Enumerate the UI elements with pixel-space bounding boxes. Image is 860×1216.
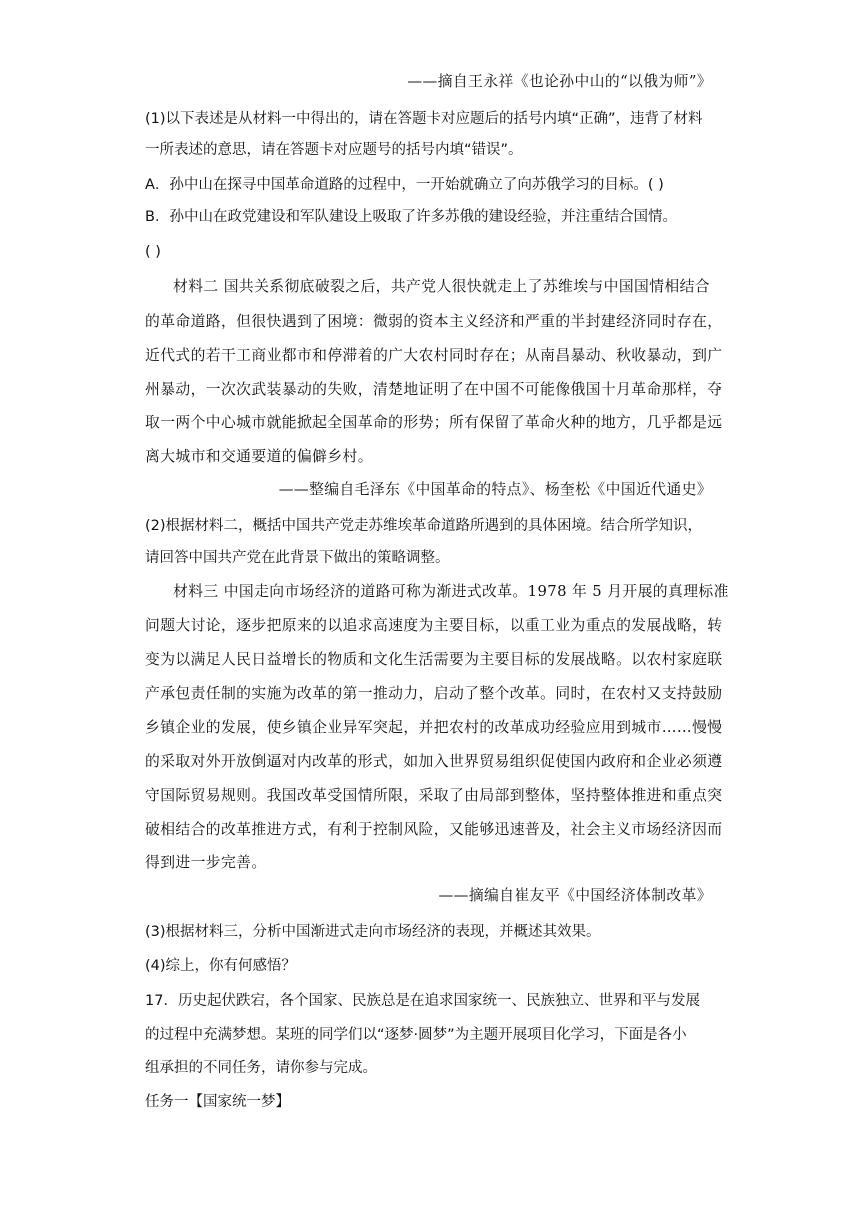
question-1-line-1: (1)以下表述是从材料一中得出的，请在答题卡对应题后的括号内填“正确”，违背了材料 [145, 111, 703, 127]
question-17-line-1: 17．历史起伏跌宕，各个国家、民族总是在追求国家统一、民族独立、世界和平与发展 [145, 993, 700, 1009]
material-2-line-1: 材料二 国共关系彻底破裂之后，共产党人很快就走上了苏维埃与中国国情相结合 [173, 278, 710, 295]
material-2-line-4: 州暴动，一次次武装暴动的失败，清楚地证明了在中国不可能像俄国十月革命那样，夺 [145, 381, 723, 398]
material-3-line-1: 材料三 中国走向市场经济的道路可称为渐进式改革。1978 年 5 月开展的真理标准 [173, 583, 729, 600]
material-2-line-6: 离大城市和交通要道的偏僻乡村。 [145, 448, 373, 465]
question-17-line-2: 的过程中充满梦想。某班的同学们以“逐梦·圆梦”为主题开展项目化学习，下面是各小 [145, 1027, 687, 1043]
material-3-line-2: 问题大讨论，逐步把原来的以追求高速度为主要目标，以重工业为重点的发展战略，转 [145, 617, 723, 634]
material-3-line-3: 变为以满足人民日益增长的物质和文化生活需要为主要目标的发展战略。以农村家庭联 [145, 651, 723, 668]
question-3: (3)根据材料三，分析中国渐进式走向市场经济的表现，并概述其效果。 [145, 924, 601, 940]
source-citation-3: ——摘编自崔友平《中国经济体制改革》 [438, 887, 712, 904]
question-1-option-b: B．孙中山在政党建设和军队建设上吸取了许多苏俄的建设经验，并注重结合国情。 [145, 209, 677, 225]
material-3-line-5: 乡镇企业的发展，使乡镇企业异军突起，并把农村的改革成功经验应用到城市……慢慢 [145, 719, 723, 736]
material-3-line-9: 得到进一步完善。 [145, 854, 267, 871]
question-1-option-b-paren: ( ) [145, 244, 161, 260]
question-1-option-a: A．孙中山在探寻中国革命道路的过程中，一开始就确立了向苏俄学习的目标。( ) [145, 177, 664, 193]
question-4: (4)综上，你有何感悟？ [145, 958, 297, 974]
source-citation-1: ——摘自王永祥《也论孙中山的“以俄为师”》 [407, 73, 712, 90]
material-2-line-2: 的革命道路，但很快遇到了困境：微弱的资本主义经济和严重的半封建经济同时存在， [145, 313, 723, 330]
question-1-line-2: 一所表述的意思，请在答题卡对应题号的括号内填“错误”。 [145, 142, 523, 158]
material-2-line-5: 取一两个中心城市就能掀起全国革命的形势；所有保留了革命火种的地方，几乎都是远 [145, 414, 723, 431]
question-2-line-2: 请回答中国共产党在此背景下做出的策略调整。 [145, 550, 450, 566]
material-2-line-3: 近代式的若干工商业都市和停滞着的广大农村同时存在；从南昌暴动、秋收暴动，到广 [145, 347, 723, 364]
material-3-line-7: 守国际贸易规则。我国改革受国情所限，采取了由局部到整体，坚持整体推进和重点突 [145, 787, 723, 804]
task-1-heading: 任务一【国家统一梦】 [145, 1094, 290, 1110]
source-citation-2: ——整编自毛泽东《中国革命的特点》、杨奎松《中国近代通史》 [278, 481, 712, 498]
material-3-line-4: 产承包责任制的实施为改革的第一推动力，启动了整个改革。同时，在农村又支持鼓励 [145, 685, 723, 702]
material-3-line-6: 的采取对外开放倒逼对内改革的形式，如加入世界贸易组织促使国内政府和企业必须遵 [145, 753, 723, 770]
material-3-line-8: 破相结合的改革推进方式，有利于控制风险，又能够迅速普及，社会主义市场经济因而 [145, 821, 723, 838]
question-2-line-1: (2)根据材料二，概括中国共产党走苏维埃革命道路所遇到的具体困境。结合所学知识， [145, 518, 703, 534]
question-17-line-3: 组承担的不同任务，请你参与完成。 [145, 1060, 377, 1076]
